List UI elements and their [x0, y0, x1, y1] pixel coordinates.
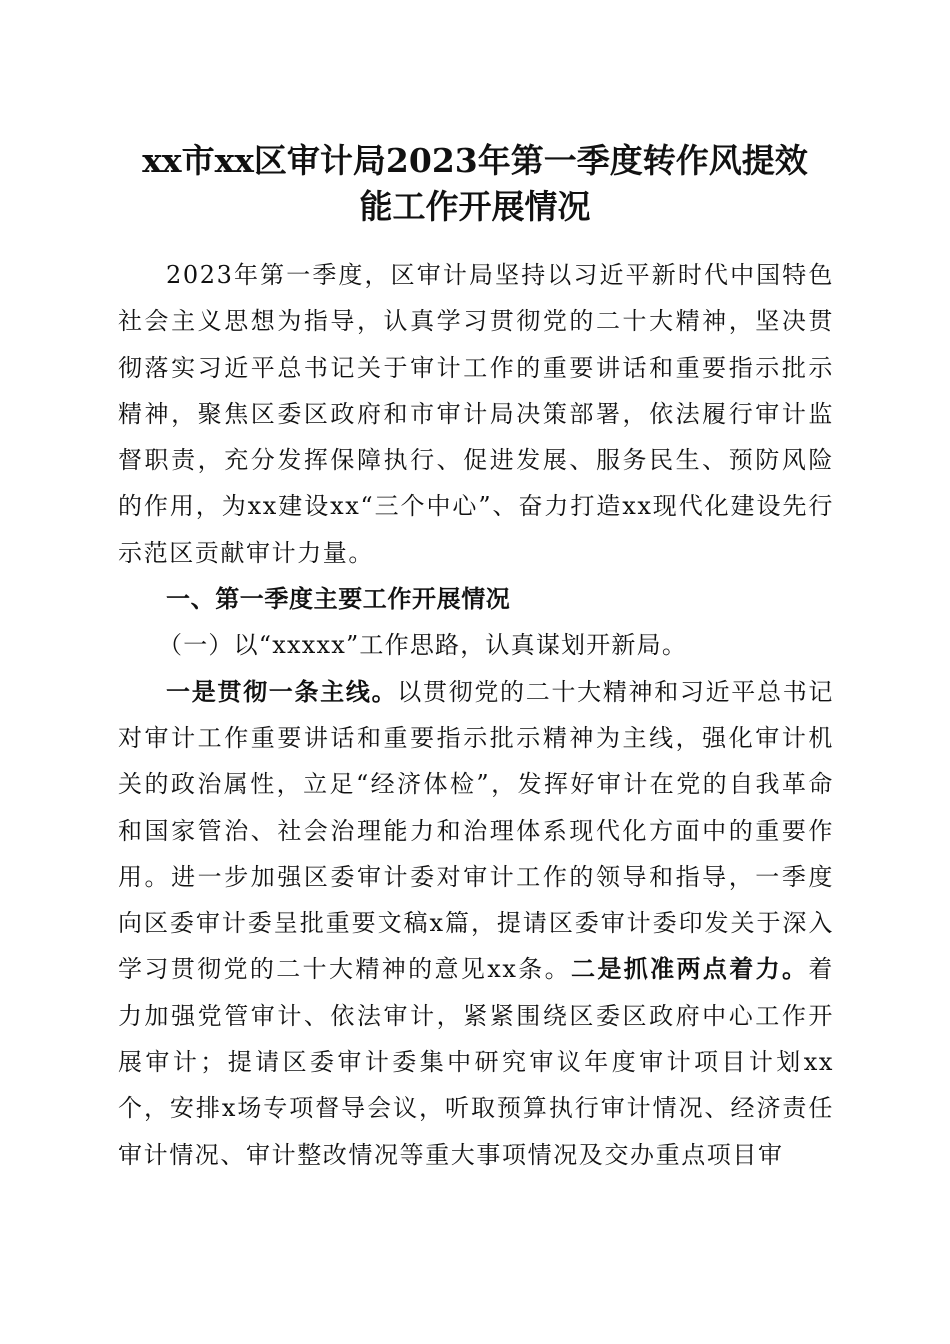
document-body — [118, 252, 834, 1178]
section-heading-1: 一、第一季度主要工作开展情况 — [166, 585, 511, 614]
title-line-1: xx市xx区审计局2023年第一季度转作风提效 — [142, 141, 808, 180]
point-2-lead: 二是抓准两点着力。 — [571, 954, 809, 984]
body-paragraph-points — [118, 669, 834, 1178]
point-1-lead: 一是贯彻一条主线。 — [166, 676, 398, 706]
title-line-2: 能工作开展情况 — [359, 187, 591, 226]
intro-paragraph: 2023年第一季度，区审计局坚持以习近平新时代中国特色社会主义思想为指导，认真学习贯彻党的二十大精神，坚决贯彻落实习近平总书记关于审计工作的重要讲话和重要指示批示精神，聚焦区委区政府和市审计局决策部署，依法履行审计监督职责，充分发挥保障执行、促进发展、服务民生、预防风险的作用，为xx建设xx“三个中心”、奋力打造xx现代化建设先行示范区贡献审计力量。 — [118, 261, 834, 567]
document-title — [100, 138, 850, 230]
point-1-text: 以贯彻党的二十大精神和习近平总书记对审计工作重要讲话和重要指示批示精神为主线，强化审计机关的政治属性，立足“经济体检”，发挥好审计在党的自我革命和国家管治、社会治理能力和治理体系现代化方面中的重要作用。进一步加强区委审计委对审计工作的领导和指导，一季度向区委审计委呈批重要文稿x篇，提请区委审计委印发关于深入学习贯彻党的二十大精神的意见xx条。 — [118, 677, 834, 984]
subsection-heading-1: （一）以“xxxxx”工作思路，认真谋划开新局。 — [158, 631, 688, 660]
point-2-text: 着力加强党管审计、依法审计，紧紧围绕区委区政府中心工作开展审计；提请区委审计委集中研究审议年度审计项目计划xx个，安排x场专项督导会议，听取预算执行审计情况、经济责任审计情况、审计整改情况等重大事项情况及交办重点项目审 — [118, 955, 835, 1169]
